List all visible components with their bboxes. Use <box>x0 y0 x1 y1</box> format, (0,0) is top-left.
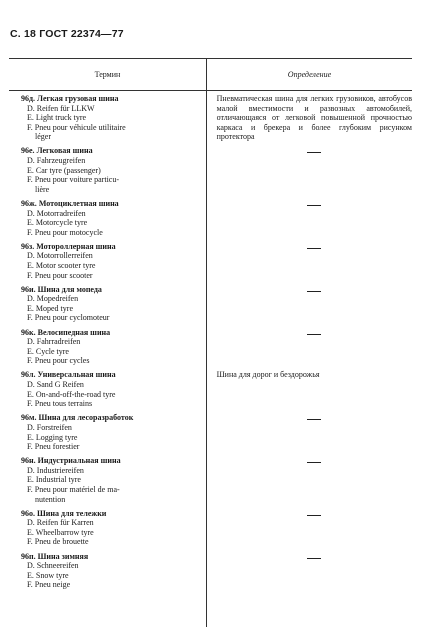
term-translation: E. Moped tyre <box>27 303 73 313</box>
term-entry <box>9 199 412 237</box>
term-title <box>21 146 207 156</box>
term-code: 96о. <box>21 508 35 518</box>
term-cell <box>9 199 207 237</box>
term-title <box>21 370 207 380</box>
definition-cell <box>207 413 412 451</box>
em-dash-mark <box>307 248 321 249</box>
term-translation: E. Cycle tyre <box>27 346 69 356</box>
em-dash-mark <box>307 152 321 153</box>
definition-cell <box>207 242 412 280</box>
definition-cell <box>207 552 412 590</box>
term-entry <box>9 242 412 280</box>
term-title <box>21 509 207 519</box>
term-name: Универсальная шина <box>37 370 116 380</box>
term-code: 96е. <box>21 146 35 156</box>
term-entry <box>9 328 412 366</box>
definition-cell <box>207 509 412 547</box>
term-translation: nutention <box>35 494 66 504</box>
definition-cell <box>207 199 412 237</box>
term-cell <box>9 413 207 451</box>
term-cell <box>9 456 207 504</box>
term-translation: E. Motor scooter tyre <box>27 261 96 270</box>
definition-cell <box>207 328 412 366</box>
term-entry <box>9 413 412 451</box>
term-name: Индустриальная шина <box>37 456 121 466</box>
page-header: С. 18 ГОСТ 22374—77 <box>10 28 124 40</box>
term-title <box>21 456 207 466</box>
term-translation: lière <box>35 184 50 194</box>
term-code: 96з. <box>21 241 35 251</box>
term-entry <box>9 509 412 547</box>
term-title <box>21 328 207 338</box>
term-cell <box>9 328 207 366</box>
term-translation: E. Motorcycle tyre <box>27 218 88 228</box>
term-translation: E. Car tyre (passenger) <box>27 165 101 175</box>
em-dash-mark <box>307 291 321 292</box>
term-translation: D. Forstreifen <box>27 422 72 432</box>
term-translation: F. Pneu pour cyclomoteur <box>27 313 110 323</box>
term-translation: F. Pneu pour voiture particu- <box>27 175 120 185</box>
term-title <box>21 94 207 104</box>
term-name: Легкая грузовая шина <box>37 94 119 103</box>
term-translation: F. Pneu pour matériel de ma- <box>27 484 120 494</box>
term-entry <box>9 146 412 194</box>
term-cell <box>9 370 207 408</box>
column-header-terms: Термин <box>94 70 121 79</box>
em-dash-mark <box>307 462 321 463</box>
term-code: 96м. <box>21 413 37 423</box>
term-translation: D. Reifen für LLKW <box>27 103 95 113</box>
term-entry <box>9 94 412 142</box>
term-translation: D. Sand G Reifen <box>27 380 84 390</box>
definition-cell <box>207 456 412 504</box>
term-translation: E. Wheelbarrow tyre <box>27 527 94 537</box>
term-translation: D. Schneereifen <box>27 561 79 571</box>
entries-list <box>9 94 412 594</box>
term-translation: léger <box>35 132 51 142</box>
term-name: Легковая шина <box>36 146 93 156</box>
term-name: Мотороллерная шина <box>36 241 116 251</box>
term-translation: E. Snow tyre <box>27 570 69 580</box>
term-code: 96п. <box>21 551 36 561</box>
em-dash-mark <box>307 419 321 420</box>
terms-table <box>9 52 412 627</box>
term-entry <box>9 552 412 590</box>
term-title <box>21 199 207 209</box>
term-name: Мотоциклетная шина <box>38 198 119 208</box>
em-dash-mark <box>307 334 321 335</box>
term-translation: F. Pneu pour véhicule utilitaire <box>27 122 126 132</box>
term-cell <box>9 285 207 323</box>
definition-text: Пневматическая шина для легких грузовиков, автобусов малой вместимости и развозных автомобилей, отличающаяся от легковой повышенной прочностью каркаса и брекера и более глубоким рисунком протектора <box>216 94 412 142</box>
term-translation: F. Pneu pour cycles <box>27 356 90 366</box>
em-dash-mark <box>307 515 321 516</box>
term-cell <box>9 94 207 142</box>
term-translation: D. Fahrzeugreifen <box>27 156 86 166</box>
term-translation: E. Logging tyre <box>27 432 78 442</box>
term-translation: F. Pneu de brouette <box>27 537 89 547</box>
table-header-rule <box>9 90 412 91</box>
definition-text: Шина для дорог и бездорожья <box>216 370 320 380</box>
term-translation: D. Motorrollerreifen <box>27 251 93 261</box>
em-dash-mark <box>307 558 321 559</box>
column-header-definition: Определение <box>287 70 332 79</box>
term-translation: F. Pneu forestier <box>27 442 80 452</box>
definition-cell <box>207 146 412 194</box>
term-translation: D. Fahrradreifen <box>27 337 81 347</box>
term-entry <box>9 370 412 408</box>
term-name: Шина для мопеда <box>37 284 102 294</box>
term-cell <box>9 552 207 590</box>
term-title <box>21 242 207 252</box>
term-translation: F. Pneu pour motocycle <box>27 227 103 237</box>
term-name: Шина для лесоразработок <box>38 413 134 423</box>
term-translation: D. Reifen für Karren <box>27 518 94 528</box>
term-name: Шина для тележки <box>37 508 107 518</box>
term-translation: D. Motorradreifen <box>27 208 86 218</box>
term-translation: D. Mopedreifen <box>27 294 79 304</box>
term-title <box>21 413 207 423</box>
term-code: 96к. <box>21 327 36 337</box>
term-translation: D. Industriereifen <box>27 465 84 475</box>
term-translation: F. Pneu pour scooter <box>27 270 93 280</box>
term-code: 96ж. <box>21 198 37 208</box>
definition-cell <box>207 370 412 408</box>
term-translation: F. Pneu tous terrains <box>27 399 93 409</box>
term-name: Велосипедная шина <box>37 327 111 337</box>
term-title <box>21 552 207 562</box>
term-title <box>21 285 207 295</box>
table-top-rule <box>9 58 412 59</box>
term-cell <box>9 146 207 194</box>
term-code: 96л. <box>21 370 36 380</box>
term-translation: E. On-and-off-the-road tyre <box>27 389 116 399</box>
term-translation: E. Light truck tyre <box>27 113 87 123</box>
definition-cell <box>207 285 412 323</box>
term-translation: F. Pneu neige <box>27 580 71 590</box>
term-code: 96н. <box>21 456 36 466</box>
term-entry <box>9 456 412 504</box>
term-entry <box>9 285 412 323</box>
term-cell <box>9 509 207 547</box>
term-translation: E. Industrial tyre <box>27 475 81 485</box>
term-code: 96и. <box>21 284 36 294</box>
em-dash-mark <box>307 205 321 206</box>
term-name: Шина зимняя <box>37 551 89 561</box>
definition-cell <box>207 94 412 142</box>
term-cell <box>9 242 207 280</box>
term-code: 96д. <box>21 94 36 103</box>
